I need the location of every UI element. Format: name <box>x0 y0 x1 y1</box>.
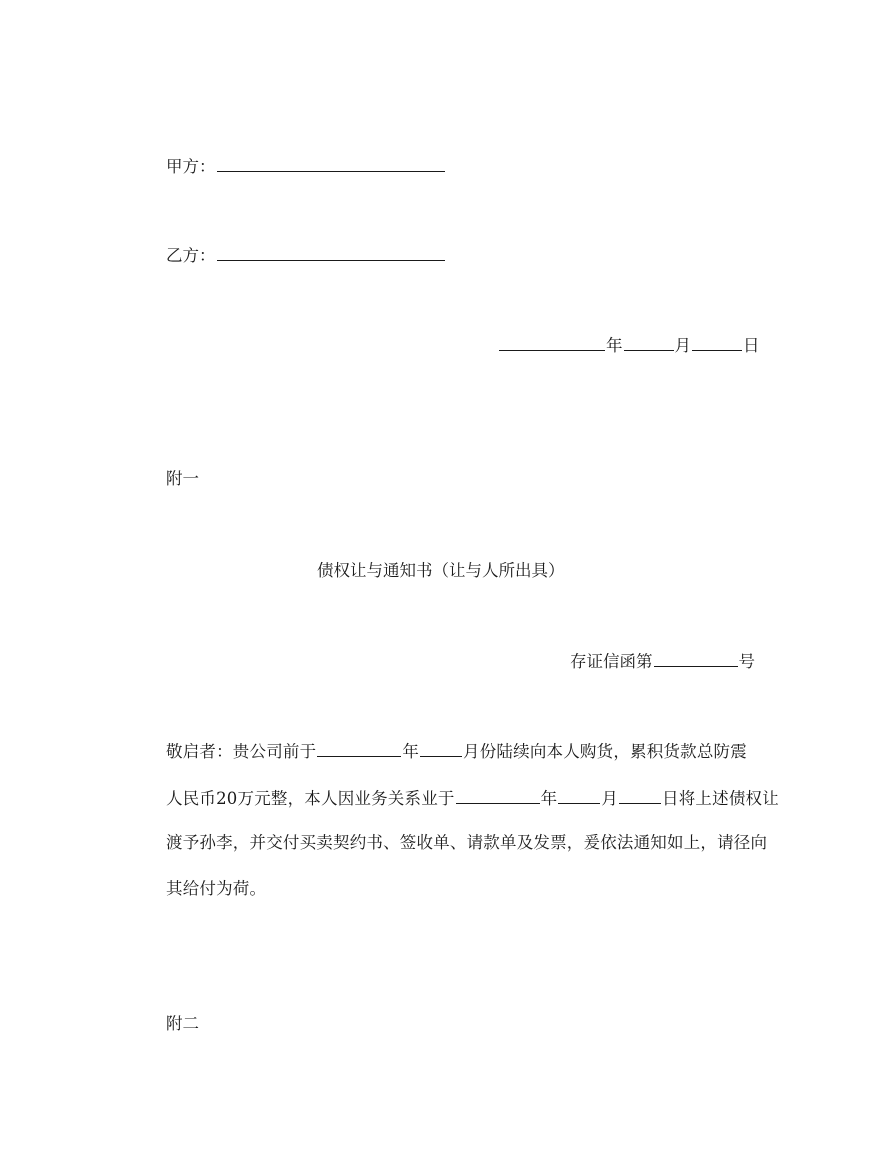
purchase-year-blank <box>317 740 401 757</box>
reference-number-line <box>570 650 755 673</box>
body-text: 年 <box>402 742 420 761</box>
notice-body-line-2 <box>166 787 779 810</box>
appendix-2-heading: 附二 <box>166 1014 199 1033</box>
party-a-line <box>166 155 446 178</box>
body-text: 敬启者：贵公司前于 <box>166 742 317 761</box>
body-text: 月 <box>601 789 619 808</box>
date-day-label: 日 <box>743 336 760 355</box>
reference-prefix: 存证信函第 <box>570 652 653 671</box>
date-year-label: 年 <box>606 336 623 355</box>
party-b-line <box>166 244 446 267</box>
body-text: 日将上述债权让 <box>662 789 779 808</box>
party-a-label: 甲方： <box>166 157 216 176</box>
date-month-blank <box>624 334 674 351</box>
notice-body-line-1 <box>166 740 747 763</box>
date-line <box>498 334 760 357</box>
party-b-label: 乙方： <box>166 246 216 265</box>
party-b-blank <box>217 244 445 261</box>
body-text: 年 <box>540 789 558 808</box>
notice-body-line-3: 渡予孙李，并交付买卖契约书、签收单、请款单及发票，爰依法通知如上，请径向 <box>166 833 768 852</box>
date-day-blank <box>692 334 742 351</box>
transfer-month-blank <box>558 787 600 804</box>
body-text: 月份陆续向本人购货，累积货款总防震 <box>463 742 747 761</box>
notice-body-line-4: 其给付为荷。 <box>166 879 267 898</box>
notice-title: 债权让与通知书（让与人所出具） <box>317 561 565 580</box>
reference-suffix: 号 <box>738 652 755 671</box>
date-year-blank <box>499 334 605 351</box>
date-month-label: 月 <box>674 336 691 355</box>
transfer-year-blank <box>456 787 540 804</box>
body-text: 人民币20万元整，本人因业务关系业于 <box>166 789 455 808</box>
appendix-1-heading: 附一 <box>166 469 199 488</box>
party-a-blank <box>217 155 445 172</box>
transfer-day-blank <box>619 787 661 804</box>
reference-number-blank <box>654 650 738 667</box>
purchase-month-blank <box>420 740 462 757</box>
